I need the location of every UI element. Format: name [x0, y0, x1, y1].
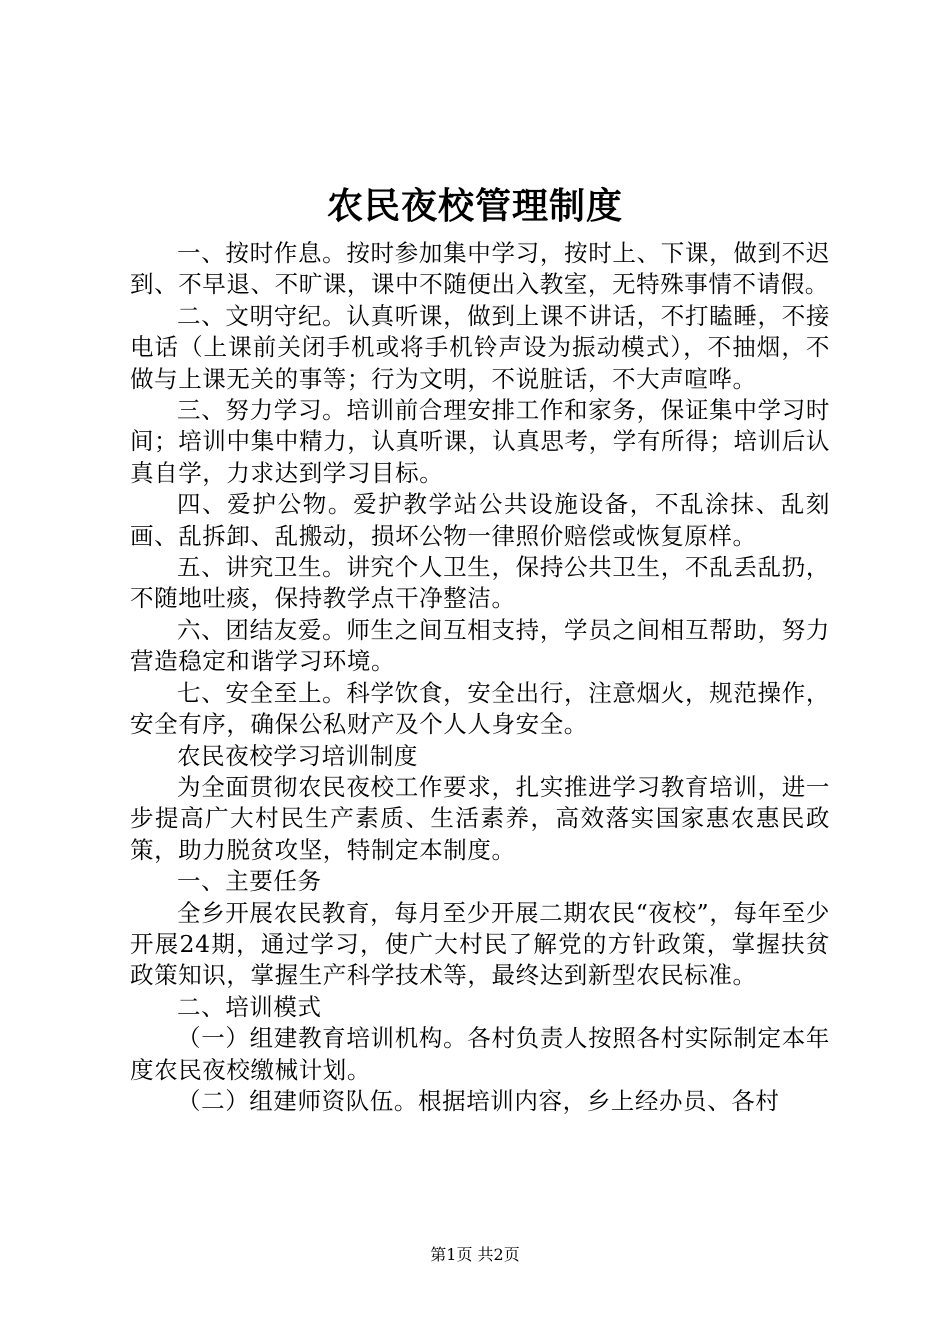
paragraph-rule-6: 六、团结友爱。师生之间互相支持，学员之间相互帮助，努力营造稳定和谐学习环境。 [130, 615, 830, 676]
section-heading-training-system: 农民夜校学习培训制度 [177, 741, 418, 770]
page-footer: 第1页 共2页 [430, 1245, 520, 1264]
section-heading-training-mode: 二、培训模式 [177, 992, 322, 1021]
document-body [130, 238, 830, 1117]
paragraph-rule-7: 七、安全至上。科学饮食，安全出行，注意烟火，规范操作，安全有序，确保公私财产及个人人身安全。 [130, 678, 830, 739]
paragraph-mode-2: （二）组建师资队伍。根据培训内容，乡上经办员、各村 [177, 1086, 780, 1115]
document-title: 农民夜校管理制度 [326, 185, 623, 227]
section-heading-main-tasks: 一、主要任务 [177, 867, 322, 896]
paragraph-rule-3: 三、努力学习。培训前合理安排工作和家务，保证集中学习时间；培训中集中精力，认真听课，认真思考，学有所得；培训后认真自学，力求达到学习目标。 [130, 396, 830, 487]
paragraph-rule-2: 二、文明守纪。认真听课，做到上课不讲话，不打瞌睡，不接电话（上课前关闭手机或将手机铃声设为振动模式），不抽烟，不做与上课无关的事等；行为文明，不说脏话，不大声喧哗。 [130, 301, 830, 393]
paragraph-rule-5: 五、讲究卫生。讲究个人卫生，保持公共卫生，不乱丢乱扔，不随地吐痰，保持教学点干净整洁。 [130, 553, 830, 613]
paragraph-rule-1: 一、按时作息。按时参加集中学习，按时上、下课，做到不迟到、不早退、不旷课，课中不随便出入教室，无特殊事情不请假。 [130, 239, 830, 299]
paragraph-main-tasks: 全乡开展农民教育，每月至少开展二期农民“夜校”，每年至少开展24期，通过学习，使广大村民了解党的方针政策，掌握扶贫政策知识，掌握生产科学技术等，最终达到新型农民标准。 [130, 898, 830, 990]
paragraph-mode-1: （一）组建教育培训机构。各村负责人按照各村实际制定本年度农民夜校缴械计划。 [130, 1024, 830, 1084]
paragraph-intro: 为全面贯彻农民夜校工作要求，扎实推进学习教育培训，进一步提高广大村民生产素质、生活素养，高效落实国家惠农惠民政策，助力脱贫攻坚，特制定本制度。 [130, 772, 830, 864]
paragraph-rule-4: 四、爱护公物。爱护教学站公共设施设备，不乱涂抹、乱刻画、乱拆卸、乱搬动，损坏公物一律照价赔偿或恢复原样。 [130, 490, 830, 550]
